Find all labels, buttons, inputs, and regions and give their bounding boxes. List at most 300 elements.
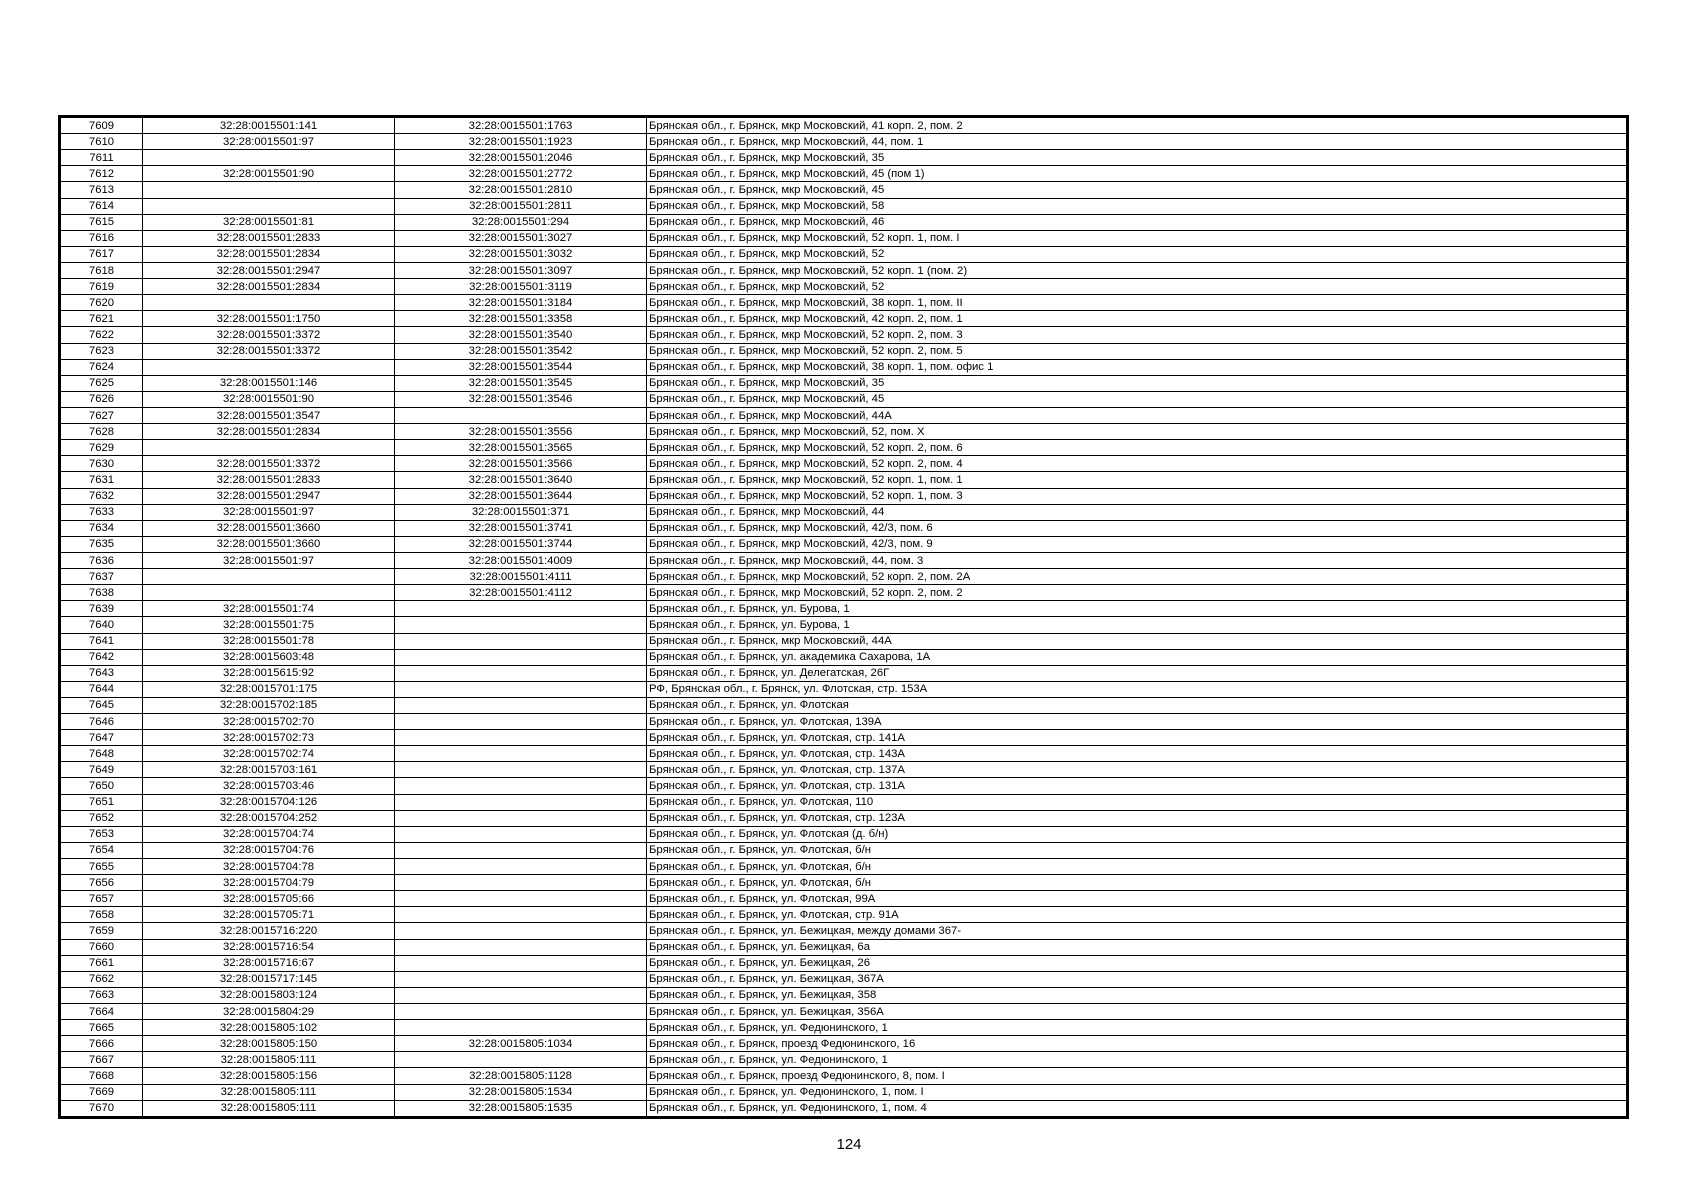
address-cell: Брянская обл., г. Брянск, мкр Московский, 58: [647, 198, 1627, 214]
row-number-cell: 7611: [61, 150, 143, 166]
row-number-cell: 7617: [61, 246, 143, 262]
table-row: [61, 327, 1627, 343]
parcel-cadastral-number-cell: 32:28:0015716:220: [143, 923, 395, 939]
address-cell: Брянская обл., г. Брянск, мкр Московский, 38 корп. 1, пом. II: [647, 295, 1627, 311]
parcel-cadastral-number-cell: 32:28:0015805:156: [143, 1068, 395, 1084]
row-number-cell: 7639: [61, 601, 143, 617]
row-number-cell: 7657: [61, 891, 143, 907]
parcel-cadastral-number-cell: 32:28:0015501:74: [143, 601, 395, 617]
row-number-cell: 7652: [61, 810, 143, 826]
parcel-cadastral-number-cell: [143, 359, 395, 375]
parcel-cadastral-number-cell: 32:28:0015501:90: [143, 166, 395, 182]
table-row: [61, 1052, 1627, 1068]
parcel-cadastral-number-cell: 32:28:0015702:70: [143, 714, 395, 730]
row-number-cell: 7630: [61, 456, 143, 472]
parcel-cadastral-number-cell: 32:28:0015501:2947: [143, 488, 395, 504]
address-cell: Брянская обл., г. Брянск, мкр Московский, 44, пом. 3: [647, 552, 1627, 568]
register-table-frame: [58, 115, 1629, 1119]
table-row: [61, 697, 1627, 713]
parcel-cadastral-number-cell: 32:28:0015501:3372: [143, 343, 395, 359]
row-number-cell: 7609: [61, 118, 143, 134]
row-number-cell: 7610: [61, 134, 143, 150]
parcel-cadastral-number-cell: 32:28:0015615:92: [143, 665, 395, 681]
row-number-cell: 7628: [61, 424, 143, 440]
object-cadastral-number-cell: 32:28:0015501:1923: [395, 134, 647, 150]
row-number-cell: 7656: [61, 875, 143, 891]
parcel-cadastral-number-cell: 32:28:0015501:2833: [143, 230, 395, 246]
object-cadastral-number-cell: 32:28:0015501:3566: [395, 456, 647, 472]
object-cadastral-number-cell: 32:28:0015501:4111: [395, 569, 647, 585]
parcel-cadastral-number-cell: 32:28:0015501:2834: [143, 246, 395, 262]
table-row: [61, 311, 1627, 327]
address-cell: Брянская обл., г. Брянск, ул. Бежицкая, 356А: [647, 1004, 1627, 1020]
table-row: [61, 488, 1627, 504]
table-row: [61, 1020, 1627, 1036]
address-cell: Брянская обл., г. Брянск, ул. Флотская, стр. 141А: [647, 730, 1627, 746]
table-row: [61, 1100, 1627, 1116]
address-cell: Брянская обл., г. Брянск, ул. Флотская, 99А: [647, 891, 1627, 907]
row-number-cell: 7636: [61, 552, 143, 568]
object-cadastral-number-cell: 32:28:0015805:1128: [395, 1068, 647, 1084]
parcel-cadastral-number-cell: 32:28:0015716:54: [143, 939, 395, 955]
parcel-cadastral-number-cell: 32:28:0015501:2833: [143, 472, 395, 488]
parcel-cadastral-number-cell: 32:28:0015501:75: [143, 617, 395, 633]
parcel-cadastral-number-cell: 32:28:0015702:185: [143, 697, 395, 713]
table-row: [61, 375, 1627, 391]
table-row: [61, 794, 1627, 810]
object-cadastral-number-cell: [395, 907, 647, 923]
row-number-cell: 7631: [61, 472, 143, 488]
object-cadastral-number-cell: 32:28:0015501:2772: [395, 166, 647, 182]
row-number-cell: 7648: [61, 746, 143, 762]
object-cadastral-number-cell: 32:28:0015501:2810: [395, 182, 647, 198]
object-cadastral-number-cell: 32:28:0015501:3542: [395, 343, 647, 359]
row-number-cell: 7615: [61, 214, 143, 230]
address-cell: Брянская обл., г. Брянск, ул. Федюнинского, 1, пом. 4: [647, 1100, 1627, 1116]
row-number-cell: 7622: [61, 327, 143, 343]
row-number-cell: 7653: [61, 826, 143, 842]
address-cell: Брянская обл., г. Брянск, мкр Московский, 35: [647, 150, 1627, 166]
object-cadastral-number-cell: 32:28:0015501:3119: [395, 279, 647, 295]
table-row: [61, 617, 1627, 633]
address-cell: Брянская обл., г. Брянск, ул. Флотская, стр. 131А: [647, 778, 1627, 794]
object-cadastral-number-cell: [395, 939, 647, 955]
address-cell: Брянская обл., г. Брянск, мкр Московский, 44А: [647, 407, 1627, 423]
parcel-cadastral-number-cell: 32:28:0015501:141: [143, 118, 395, 134]
parcel-cadastral-number-cell: [143, 295, 395, 311]
table-row: [61, 343, 1627, 359]
object-cadastral-number-cell: 32:28:0015501:3184: [395, 295, 647, 311]
object-cadastral-number-cell: [395, 1052, 647, 1068]
row-number-cell: 7620: [61, 295, 143, 311]
table-row: [61, 826, 1627, 842]
object-cadastral-number-cell: 32:28:0015501:3556: [395, 424, 647, 440]
table-row: [61, 569, 1627, 585]
row-number-cell: 7649: [61, 762, 143, 778]
table-row: [61, 214, 1627, 230]
table-row: [61, 407, 1627, 423]
address-cell: Брянская обл., г. Брянск, ул. Флотская, стр. 137А: [647, 762, 1627, 778]
table-row: [61, 649, 1627, 665]
parcel-cadastral-number-cell: 32:28:0015501:3547: [143, 407, 395, 423]
address-cell: Брянская обл., г. Брянск, ул. Флотская, стр. 123А: [647, 810, 1627, 826]
address-cell: Брянская обл., г. Брянск, проезд Федюнинского, 8, пом. I: [647, 1068, 1627, 1084]
object-cadastral-number-cell: 32:28:0015501:4009: [395, 552, 647, 568]
object-cadastral-number-cell: 32:28:0015501:3544: [395, 359, 647, 375]
parcel-cadastral-number-cell: 32:28:0015703:46: [143, 778, 395, 794]
row-number-cell: 7647: [61, 730, 143, 746]
object-cadastral-number-cell: [395, 971, 647, 987]
parcel-cadastral-number-cell: 32:28:0015704:74: [143, 826, 395, 842]
table-row: [61, 730, 1627, 746]
table-row: [61, 295, 1627, 311]
parcel-cadastral-number-cell: 32:28:0015501:81: [143, 214, 395, 230]
parcel-cadastral-number-cell: 32:28:0015501:2834: [143, 424, 395, 440]
object-cadastral-number-cell: [395, 746, 647, 762]
address-cell: Брянская обл., г. Брянск, мкр Московский, 52 корп. 2, пом. 2А: [647, 569, 1627, 585]
object-cadastral-number-cell: 32:28:0015501:3644: [395, 488, 647, 504]
page-number: 124: [836, 1136, 862, 1153]
address-cell: Брянская обл., г. Брянск, мкр Московский, 42 корп. 2, пом. 1: [647, 311, 1627, 327]
table-row: [61, 230, 1627, 246]
address-cell: Брянская обл., г. Брянск, проезд Федюнинского, 16: [647, 1036, 1627, 1052]
parcel-cadastral-number-cell: 32:28:0015804:29: [143, 1004, 395, 1020]
row-number-cell: 7627: [61, 407, 143, 423]
row-number-cell: 7646: [61, 714, 143, 730]
address-cell: Брянская обл., г. Брянск, мкр Московский, 52 корп. 1 (пом. 2): [647, 262, 1627, 278]
object-cadastral-number-cell: 32:28:0015501:371: [395, 504, 647, 520]
address-cell: Брянская обл., г. Брянск, ул. Флотская, б/н: [647, 842, 1627, 858]
row-number-cell: 7612: [61, 166, 143, 182]
parcel-cadastral-number-cell: [143, 569, 395, 585]
parcel-cadastral-number-cell: 32:28:0015501:90: [143, 391, 395, 407]
table-row: [61, 424, 1627, 440]
table-row: [61, 939, 1627, 955]
table-row: [61, 1084, 1627, 1100]
object-cadastral-number-cell: [395, 601, 647, 617]
object-cadastral-number-cell: [395, 891, 647, 907]
table-row: [61, 1004, 1627, 1020]
object-cadastral-number-cell: 32:28:0015501:3097: [395, 262, 647, 278]
object-cadastral-number-cell: 32:28:0015501:3358: [395, 311, 647, 327]
parcel-cadastral-number-cell: [143, 198, 395, 214]
object-cadastral-number-cell: [395, 778, 647, 794]
object-cadastral-number-cell: 32:28:0015805:1034: [395, 1036, 647, 1052]
address-cell: Брянская обл., г. Брянск, мкр Московский, 45: [647, 182, 1627, 198]
parcel-cadastral-number-cell: [143, 182, 395, 198]
parcel-cadastral-number-cell: 32:28:0015704:78: [143, 859, 395, 875]
address-cell: Брянская обл., г. Брянск, мкр Московский, 44: [647, 504, 1627, 520]
row-number-cell: 7621: [61, 311, 143, 327]
table-row: [61, 665, 1627, 681]
object-cadastral-number-cell: [395, 633, 647, 649]
object-cadastral-number-cell: [395, 617, 647, 633]
row-number-cell: 7618: [61, 262, 143, 278]
address-cell: Брянская обл., г. Брянск, ул. Флотская, стр. 143А: [647, 746, 1627, 762]
object-cadastral-number-cell: [395, 859, 647, 875]
table-row: [61, 1068, 1627, 1084]
address-cell: Брянская обл., г. Брянск, мкр Московский, 52 корп. 2, пом. 4: [647, 456, 1627, 472]
object-cadastral-number-cell: 32:28:0015501:1763: [395, 118, 647, 134]
address-cell: Брянская обл., г. Брянск, ул. Бурова, 1: [647, 617, 1627, 633]
table-row: [61, 279, 1627, 295]
parcel-cadastral-number-cell: 32:28:0015501:97: [143, 134, 395, 150]
address-cell: Брянская обл., г. Брянск, мкр Московский, 44, пом. 1: [647, 134, 1627, 150]
address-cell: Брянская обл., г. Брянск, ул. Флотская: [647, 697, 1627, 713]
address-cell: Брянская обл., г. Брянск, мкр Московский, 41 корп. 2, пом. 2: [647, 118, 1627, 134]
object-cadastral-number-cell: 32:28:0015501:3545: [395, 375, 647, 391]
address-cell: Брянская обл., г. Брянск, мкр Московский, 52 корп. 1, пом. 3: [647, 488, 1627, 504]
address-cell: Брянская обл., г. Брянск, ул. Делегатская, 26Г: [647, 665, 1627, 681]
row-number-cell: 7629: [61, 440, 143, 456]
object-cadastral-number-cell: 32:28:0015501:3565: [395, 440, 647, 456]
address-cell: Брянская обл., г. Брянск, мкр Московский, 42/3, пом. 9: [647, 536, 1627, 552]
table-row: [61, 778, 1627, 794]
parcel-cadastral-number-cell: 32:28:0015501:3660: [143, 536, 395, 552]
parcel-cadastral-number-cell: [143, 440, 395, 456]
table-row: [61, 118, 1627, 134]
row-number-cell: 7669: [61, 1084, 143, 1100]
address-cell: Брянская обл., г. Брянск, ул. Флотская, 139А: [647, 714, 1627, 730]
parcel-cadastral-number-cell: 32:28:0015501:3660: [143, 520, 395, 536]
parcel-cadastral-number-cell: 32:28:0015501:3372: [143, 327, 395, 343]
row-number-cell: 7634: [61, 520, 143, 536]
row-number-cell: 7668: [61, 1068, 143, 1084]
parcel-cadastral-number-cell: 32:28:0015703:161: [143, 762, 395, 778]
row-number-cell: 7659: [61, 923, 143, 939]
parcel-cadastral-number-cell: 32:28:0015501:78: [143, 633, 395, 649]
table-row: [61, 810, 1627, 826]
address-cell: РФ, Брянская обл., г. Брянск, ул. Флотская, стр. 153А: [647, 681, 1627, 697]
row-number-cell: 7644: [61, 681, 143, 697]
row-number-cell: 7616: [61, 230, 143, 246]
address-cell: Брянская обл., г. Брянск, ул. Бежицкая, 358: [647, 987, 1627, 1003]
parcel-cadastral-number-cell: 32:28:0015501:146: [143, 375, 395, 391]
row-number-cell: 7640: [61, 617, 143, 633]
row-number-cell: 7632: [61, 488, 143, 504]
object-cadastral-number-cell: 32:28:0015501:294: [395, 214, 647, 230]
table-row: [61, 504, 1627, 520]
object-cadastral-number-cell: 32:28:0015805:1534: [395, 1084, 647, 1100]
row-number-cell: 7633: [61, 504, 143, 520]
address-cell: Брянская обл., г. Брянск, ул. Бурова, 1: [647, 601, 1627, 617]
table-row: [61, 762, 1627, 778]
table-row: [61, 923, 1627, 939]
table-row: [61, 246, 1627, 262]
parcel-cadastral-number-cell: 32:28:0015501:2947: [143, 262, 395, 278]
object-cadastral-number-cell: 32:28:0015501:3540: [395, 327, 647, 343]
address-cell: Брянская обл., г. Брянск, ул. Бежицкая, 26: [647, 955, 1627, 971]
row-number-cell: 7625: [61, 375, 143, 391]
row-number-cell: 7637: [61, 569, 143, 585]
object-cadastral-number-cell: 32:28:0015805:1535: [395, 1100, 647, 1116]
row-number-cell: 7650: [61, 778, 143, 794]
address-cell: Брянская обл., г. Брянск, ул. академика Сахарова, 1А: [647, 649, 1627, 665]
address-cell: Брянская обл., г. Брянск, мкр Московский, 52 корп. 1, пом. I: [647, 230, 1627, 246]
parcel-cadastral-number-cell: 32:28:0015704:252: [143, 810, 395, 826]
table-row: [61, 536, 1627, 552]
row-number-cell: 7643: [61, 665, 143, 681]
object-cadastral-number-cell: [395, 697, 647, 713]
object-cadastral-number-cell: [395, 987, 647, 1003]
object-cadastral-number-cell: [395, 714, 647, 730]
address-cell: Брянская обл., г. Брянск, ул. Флотская, 110: [647, 794, 1627, 810]
object-cadastral-number-cell: [395, 955, 647, 971]
object-cadastral-number-cell: [395, 681, 647, 697]
object-cadastral-number-cell: [395, 1020, 647, 1036]
table-row: [61, 150, 1627, 166]
object-cadastral-number-cell: 32:28:0015501:2046: [395, 150, 647, 166]
address-cell: Брянская обл., г. Брянск, мкр Московский, 52 корп. 2, пом. 5: [647, 343, 1627, 359]
address-cell: Брянская обл., г. Брянск, мкр Московский, 35: [647, 375, 1627, 391]
parcel-cadastral-number-cell: 32:28:0015501:1750: [143, 311, 395, 327]
row-number-cell: 7641: [61, 633, 143, 649]
table-row: [61, 875, 1627, 891]
address-cell: Брянская обл., г. Брянск, ул. Бежицкая, 367А: [647, 971, 1627, 987]
object-cadastral-number-cell: [395, 842, 647, 858]
address-cell: Брянская обл., г. Брянск, мкр Московский, 46: [647, 214, 1627, 230]
object-cadastral-number-cell: [395, 923, 647, 939]
parcel-cadastral-number-cell: 32:28:0015716:67: [143, 955, 395, 971]
address-cell: Брянская обл., г. Брянск, мкр Московский, 52: [647, 279, 1627, 295]
table-row: [61, 198, 1627, 214]
row-number-cell: 7662: [61, 971, 143, 987]
object-cadastral-number-cell: 32:28:0015501:2811: [395, 198, 647, 214]
table-row: [61, 134, 1627, 150]
object-cadastral-number-cell: 32:28:0015501:3032: [395, 246, 647, 262]
table-row: [61, 907, 1627, 923]
row-number-cell: 7638: [61, 585, 143, 601]
parcel-cadastral-number-cell: 32:28:0015702:74: [143, 746, 395, 762]
parcel-cadastral-number-cell: 32:28:0015705:71: [143, 907, 395, 923]
parcel-cadastral-number-cell: 32:28:0015805:111: [143, 1052, 395, 1068]
address-cell: Брянская обл., г. Брянск, мкр Московский, 44А: [647, 633, 1627, 649]
parcel-cadastral-number-cell: 32:28:0015705:66: [143, 891, 395, 907]
address-cell: Брянская обл., г. Брянск, мкр Московский, 45: [647, 391, 1627, 407]
row-number-cell: 7626: [61, 391, 143, 407]
row-number-cell: 7642: [61, 649, 143, 665]
parcel-cadastral-number-cell: 32:28:0015501:2834: [143, 279, 395, 295]
table-row: [61, 891, 1627, 907]
table-row: [61, 472, 1627, 488]
address-cell: Брянская обл., г. Брянск, ул. Флотская, стр. 91А: [647, 907, 1627, 923]
address-cell: Брянская обл., г. Брянск, ул. Федюнинского, 1: [647, 1020, 1627, 1036]
parcel-cadastral-number-cell: 32:28:0015717:145: [143, 971, 395, 987]
parcel-cadastral-number-cell: 32:28:0015805:150: [143, 1036, 395, 1052]
table-row: [61, 520, 1627, 536]
parcel-cadastral-number-cell: 32:28:0015704:79: [143, 875, 395, 891]
row-number-cell: 7635: [61, 536, 143, 552]
row-number-cell: 7670: [61, 1100, 143, 1116]
row-number-cell: 7660: [61, 939, 143, 955]
parcel-cadastral-number-cell: 32:28:0015702:73: [143, 730, 395, 746]
row-number-cell: 7664: [61, 1004, 143, 1020]
table-row: [61, 585, 1627, 601]
table-row: [61, 681, 1627, 697]
table-row: [61, 262, 1627, 278]
parcel-cadastral-number-cell: [143, 150, 395, 166]
object-cadastral-number-cell: 32:28:0015501:3744: [395, 536, 647, 552]
row-number-cell: 7654: [61, 842, 143, 858]
address-cell: Брянская обл., г. Брянск, мкр Московский, 52 корп. 2, пом. 3: [647, 327, 1627, 343]
address-cell: Брянская обл., г. Брянск, ул. Флотская, б/н: [647, 859, 1627, 875]
parcel-cadastral-number-cell: 32:28:0015805:102: [143, 1020, 395, 1036]
object-cadastral-number-cell: [395, 810, 647, 826]
row-number-cell: 7665: [61, 1020, 143, 1036]
parcel-cadastral-number-cell: 32:28:0015501:97: [143, 504, 395, 520]
table-row: [61, 359, 1627, 375]
table-row: [61, 166, 1627, 182]
row-number-cell: 7658: [61, 907, 143, 923]
table-row: [61, 859, 1627, 875]
row-number-cell: 7651: [61, 794, 143, 810]
table-row: [61, 1036, 1627, 1052]
object-cadastral-number-cell: [395, 762, 647, 778]
row-number-cell: 7666: [61, 1036, 143, 1052]
row-number-cell: 7614: [61, 198, 143, 214]
row-number-cell: 7613: [61, 182, 143, 198]
parcel-cadastral-number-cell: 32:28:0015704:76: [143, 842, 395, 858]
table-row: [61, 633, 1627, 649]
object-cadastral-number-cell: 32:28:0015501:3027: [395, 230, 647, 246]
parcel-cadastral-number-cell: [143, 585, 395, 601]
address-cell: Брянская обл., г. Брянск, мкр Московский, 52 корп. 2, пом. 2: [647, 585, 1627, 601]
address-cell: Брянская обл., г. Брянск, ул. Бежицкая, между домами 367-: [647, 923, 1627, 939]
table-row: [61, 714, 1627, 730]
table-row: [61, 601, 1627, 617]
address-cell: Брянская обл., г. Брянск, мкр Московский, 42/3, пом. 6: [647, 520, 1627, 536]
table-row: [61, 456, 1627, 472]
parcel-cadastral-number-cell: 32:28:0015501:3372: [143, 456, 395, 472]
object-cadastral-number-cell: [395, 665, 647, 681]
row-number-cell: 7619: [61, 279, 143, 295]
row-number-cell: 7623: [61, 343, 143, 359]
row-number-cell: 7655: [61, 859, 143, 875]
parcel-cadastral-number-cell: 32:28:0015501:97: [143, 552, 395, 568]
parcel-cadastral-number-cell: 32:28:0015701:175: [143, 681, 395, 697]
object-cadastral-number-cell: [395, 794, 647, 810]
object-cadastral-number-cell: [395, 826, 647, 842]
row-number-cell: 7645: [61, 697, 143, 713]
address-cell: Брянская обл., г. Брянск, ул. Флотская, б/н: [647, 875, 1627, 891]
row-number-cell: 7661: [61, 955, 143, 971]
object-cadastral-number-cell: 32:28:0015501:4112: [395, 585, 647, 601]
address-cell: Брянская обл., г. Брянск, мкр Московский, 52 корп. 2, пом. 6: [647, 440, 1627, 456]
parcel-cadastral-number-cell: 32:28:0015805:111: [143, 1100, 395, 1116]
object-cadastral-number-cell: [395, 1004, 647, 1020]
object-cadastral-number-cell: 32:28:0015501:3640: [395, 472, 647, 488]
address-cell: Брянская обл., г. Брянск, мкр Московский, 52: [647, 246, 1627, 262]
table-row: [61, 842, 1627, 858]
table-row: [61, 440, 1627, 456]
row-number-cell: 7667: [61, 1052, 143, 1068]
parcel-cadastral-number-cell: 32:28:0015704:126: [143, 794, 395, 810]
object-cadastral-number-cell: [395, 875, 647, 891]
row-number-cell: 7663: [61, 987, 143, 1003]
table-row: [61, 746, 1627, 762]
object-cadastral-number-cell: [395, 649, 647, 665]
parcel-cadastral-number-cell: 32:28:0015805:111: [143, 1084, 395, 1100]
address-cell: Брянская обл., г. Брянск, мкр Московский, 52, пом. X: [647, 424, 1627, 440]
address-cell: Брянская обл., г. Брянск, ул. Федюнинского, 1, пом. I: [647, 1084, 1627, 1100]
object-cadastral-number-cell: [395, 730, 647, 746]
address-cell: Брянская обл., г. Брянск, мкр Московский, 52 корп. 1, пом. 1: [647, 472, 1627, 488]
row-number-cell: 7624: [61, 359, 143, 375]
table-row: [61, 955, 1627, 971]
register-table: [60, 117, 1627, 1117]
table-row: [61, 971, 1627, 987]
register-table-body: [61, 118, 1627, 1117]
